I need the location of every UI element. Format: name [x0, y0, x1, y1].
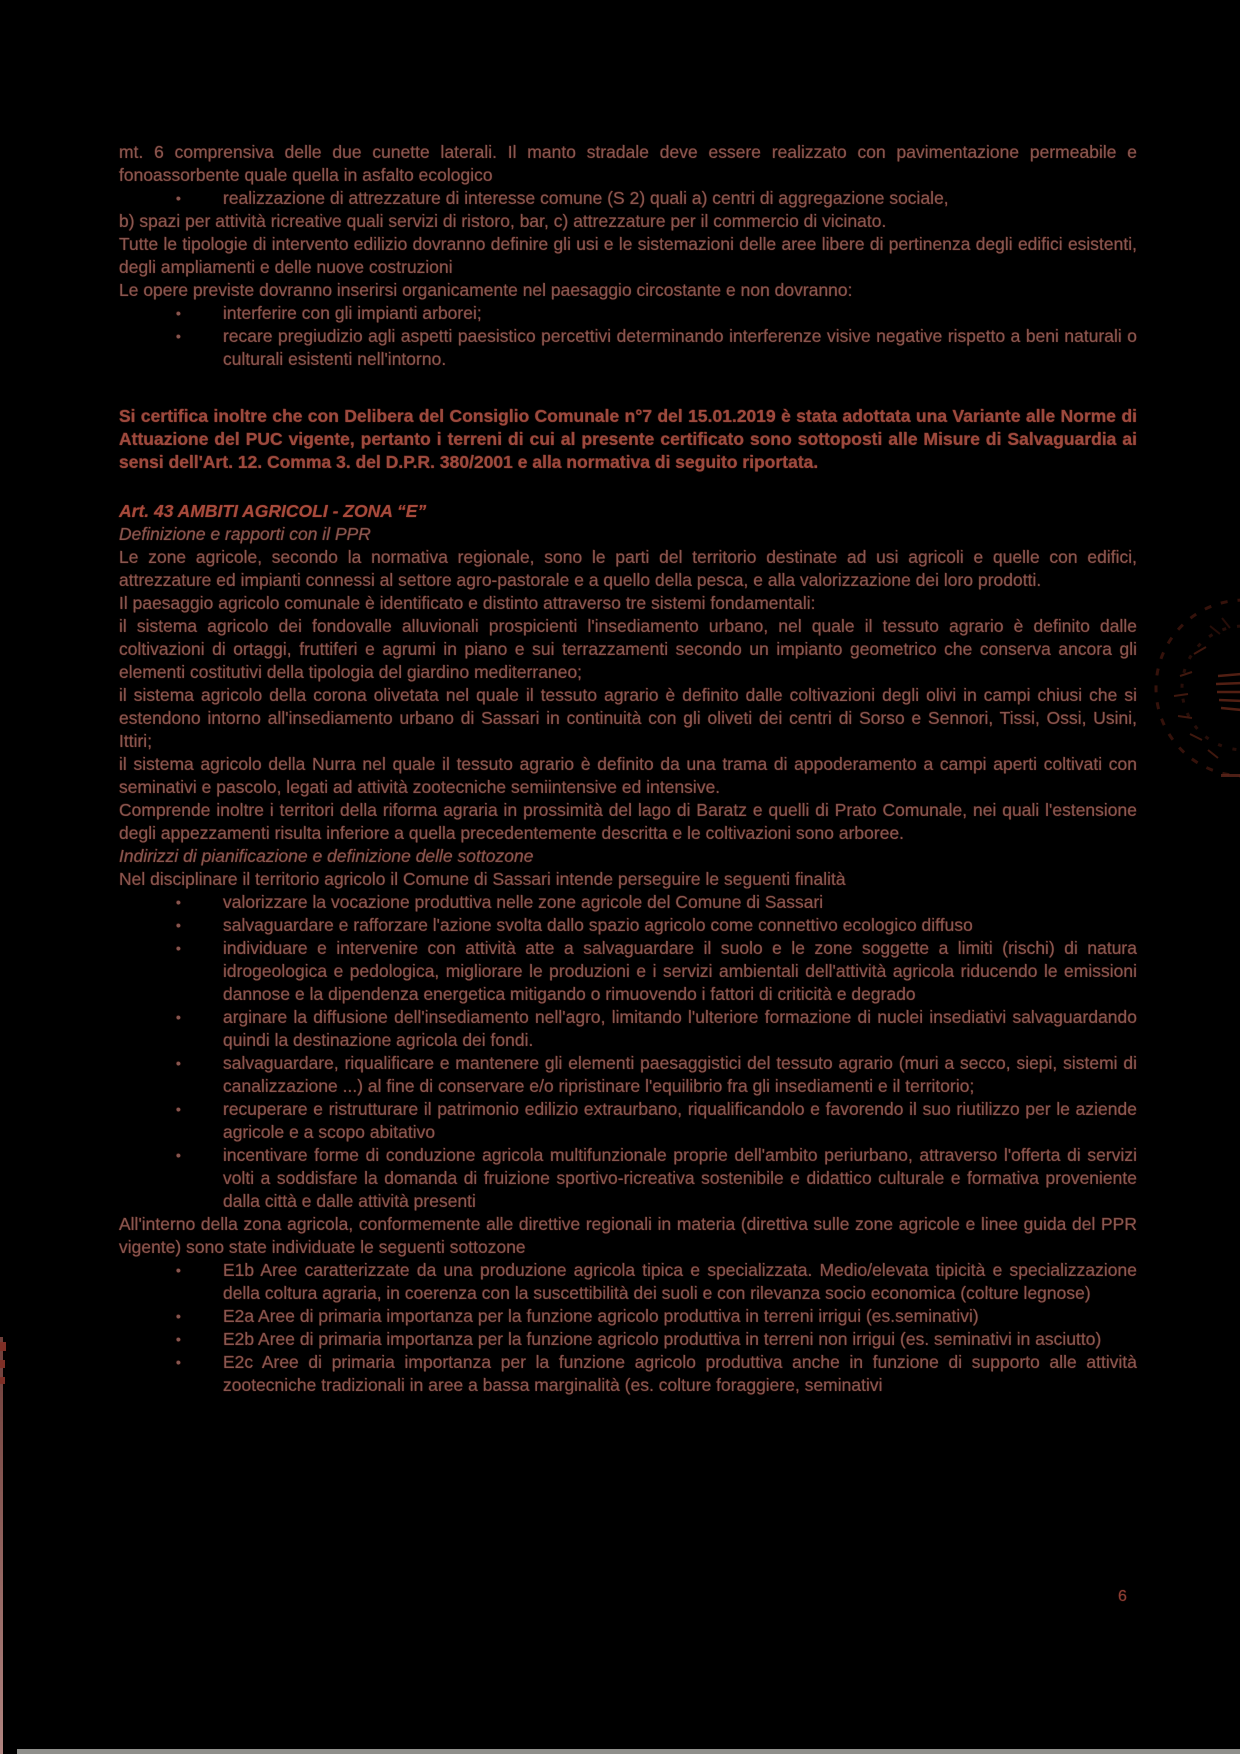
bullet-item [119, 325, 1137, 371]
bullet-icon: • [176, 894, 181, 910]
paragraph: il sistema agricolo dei fondovalle alluvionali prospicienti l'insediamento urbano, nel quale il tessuto agrario è definito dalle coltivazioni di ortaggi, fruttiferi e agrumi in piano e sui terrazzamenti secondo un impianto geometrico che conserva ancora gli elementi costitutivi della tipologia del giardino mediterraneo; [119, 616, 1137, 682]
page-number: 6 [1118, 1588, 1127, 1605]
bullet-icon: • [176, 1354, 181, 1370]
heading: Art. 43 AMBITI AGRICOLI - ZONA “E” [119, 501, 427, 521]
paragraph: il sistema agricolo della Nurra nel quale il tessuto agrario è definito da una trama di appoderamento a campi aperti coltivati con seminativi e pascolo, legati ad attività zootecniche semiintensive ed intensive. [119, 754, 1137, 797]
bullet-item [119, 302, 1137, 325]
bullet-icon: • [176, 1331, 181, 1347]
bullet-text: salvaguardare, riqualificare e mantenere gli elementi paesaggistici del tessuto agrario (muri a secco, siepi, sistemi di canalizzazione ...) al fine di conservare e/o ripristinare l'equilibrio fra gli insediamenti e il territorio; [223, 1053, 1137, 1096]
bullet-text: interferire con gli impianti arborei; [223, 303, 482, 323]
paragraph: Le opere previste dovranno inserirsi organicamente nel paesaggio circostante e non dovranno: [119, 280, 853, 300]
bullet-icon: • [176, 305, 181, 321]
heading: Indirizzi di pianificazione e definizione delle sottozone [119, 846, 534, 866]
bullet-item [119, 1328, 1137, 1351]
bullet-item [119, 914, 1137, 937]
paragraph: Le zone agricole, secondo la normativa regionale, sono le parti del territorio destinate ad usi agricoli e quelle con edifici, attrezzature ed impianti connessi al settore agro-pastorale e a quello della pesca, e alla valorizzazione dei loro prodotti. [119, 547, 1137, 590]
bullet-icon: • [176, 917, 181, 933]
bullet-text: recare pregiudizio agli aspetti paesistico percettivi determinando interferenze visive negative rispetto a beni naturali o culturali esistenti nell'intorno. [223, 326, 1137, 369]
paragraph: mt. 6 comprensiva delle due cunette laterali. Il manto stradale deve essere realizzato con pavimentazione permeabile e fonoassorbente quale quella in asfalto ecologico [119, 142, 1137, 185]
bullet-text: arginare la diffusione dell'insediamento nell'agro, limitando l'ulteriore formazione di nuclei insediativi salvaguardando quindi la destinazione agricola dei fondi. [223, 1007, 1137, 1050]
bullet-icon: • [176, 1262, 181, 1278]
bullet-item [119, 1098, 1137, 1144]
bullet-item [119, 891, 1137, 914]
bullet-item [119, 1305, 1137, 1328]
paragraph: All'interno della zona agricola, conformemente alle direttive regionali in materia (direttiva sulle zone agricole e linee guida del PPR vigente) sono state individuate le seguenti sottozone [119, 1214, 1137, 1257]
bullet-text: E2b Aree di primaria importanza per la funzione agricolo produttiva in terreni non irrigui (es. seminativi in asciutto) [223, 1329, 1102, 1349]
bullet-item [119, 187, 1137, 210]
ink-stamp-icon [1122, 592, 1240, 787]
bullet-item [119, 1144, 1137, 1213]
heading: Definizione e rapporti con il PPR [119, 524, 371, 544]
bullet-text: incentivare forme di conduzione agricola multifunzionale proprie dell'ambito periurbano, attraverso l'offerta di servizi volti a soddisfare la domanda di fruizione sportivo-ricreativa sostenibile e didattico culturale e formativa proveniente dalla città e dalle attività presenti [223, 1145, 1137, 1211]
bullet-text: realizzazione di attrezzature di interesse comune (S 2) quali a) centri di aggregazione sociale, [223, 188, 949, 208]
paragraph: Si certifica inoltre che con Delibera del Consiglio Comunale n°7 del 15.01.2019 è stata adottata una Variante alle Norme di Attuazione del PUC vigente, pertanto i terreni di cui al presente certificato sono sottoposti alle Misure di Salvaguardia ai sensi dell'Art. 12. Comma 3. del D.P.R. 380/2001 e alla normativa di seguito riportata. [119, 406, 1137, 472]
paragraph: Tutte le tipologie di intervento edilizio dovranno definire gli usi e le sistemazioni delle aree libere di pertinenza degli edifici esistenti, degli ampliamenti e delle nuove costruzioni [119, 234, 1137, 277]
scan-edge-mark [0, 1360, 5, 1368]
bullet-text: individuare e intervenire con attività atte a salvaguardare il suolo e le zone soggette a limiti (rischi) di natura idrogeologica e pedologica, migliorare le produzioni e i servizi ambientali dell'attività agricola riducendo le emissioni dannose e la dipendenza energetica mitigando o rimuovendo i fattori di criticità e degrado [223, 938, 1137, 1004]
bullet-icon: • [176, 1101, 181, 1117]
bullet-item [119, 1052, 1137, 1098]
bullet-text: E2a Aree di primaria importanza per la funzione agricolo produttiva in terreni irrigui (es.seminativi) [223, 1306, 979, 1326]
stamp-mark [1221, 774, 1240, 777]
scan-edge-strip [17, 1749, 1240, 1754]
bullet-item [119, 1351, 1137, 1397]
paragraph: Comprende inoltre i territori della riforma agraria in prossimità del lago di Baratz e quelli di Prato Comunale, nei quali l'estensione degli appezzamenti risulta inferiore a quella precedentemente descritta e le coltivazioni sono arboree. [119, 800, 1137, 843]
bullet-text: E2c Aree di primaria importanza per la funzione agricolo produttiva anche in funzione di supporto alle attività zootecniche tradizionali in aree a bassa marginalità (es. colture foraggiere, seminativi [223, 1352, 1137, 1395]
bullet-icon: • [176, 1308, 181, 1324]
paragraph: Nel disciplinare il territorio agricolo il Comune di Sassari intende perseguire le seguenti finalità [119, 869, 846, 889]
bullet-item [119, 1006, 1137, 1052]
bullet-icon: • [176, 190, 181, 206]
document-body [119, 141, 1137, 1397]
bullet-icon: • [176, 1147, 181, 1163]
paragraph: il sistema agricolo della corona olivetata nel quale il tessuto agrario è definito dalle coltivazioni degli olivi in campi chiusi che si estendono intorno all'insediamento urbano di Sassari in continuità con gli oliveti dei centri di Sorso e Sennori, Tissi, Ossi, Usini, Ittiri; [119, 685, 1137, 751]
paragraph: b) spazi per attività ricreative quali servizi di ristoro, bar, c) attrezzature per il commercio di vicinato. [119, 211, 887, 231]
bullet-text: E1b Aree caratterizzate da una produzione agricola tipica e specializzata. Medio/elevata tipicità e specializzazione della coltura agraria, in coerenza con la suscettibilità dei suoli e con rilevanza socio economica (colture legnose) [223, 1260, 1137, 1303]
scan-edge-mark [0, 1342, 6, 1351]
bullet-icon: • [176, 940, 181, 956]
scan-edge-line [0, 1337, 3, 1754]
bullet-icon: • [176, 1055, 181, 1071]
scan-edge-mark [0, 1377, 5, 1384]
bullet-item [119, 1259, 1137, 1305]
bullet-icon: • [176, 328, 181, 344]
paragraph: Il paesaggio agricolo comunale è identificato e distinto attraverso tre sistemi fondamentali: [119, 593, 816, 613]
bullet-text: recuperare e ristrutturare il patrimonio edilizio extraurbano, riqualificandolo e favorendo il suo riutilizzo per le aziende agricole e a scopo abitativo [223, 1099, 1137, 1142]
bullet-text: salvaguardare e rafforzare l'azione svolta dallo spazio agricolo come connettivo ecologico diffuso [223, 915, 973, 935]
bullet-item [119, 937, 1137, 1006]
bullet-text: valorizzare la vocazione produttiva nelle zone agricole del Comune di Sassari [223, 892, 824, 912]
bullet-icon: • [176, 1009, 181, 1025]
